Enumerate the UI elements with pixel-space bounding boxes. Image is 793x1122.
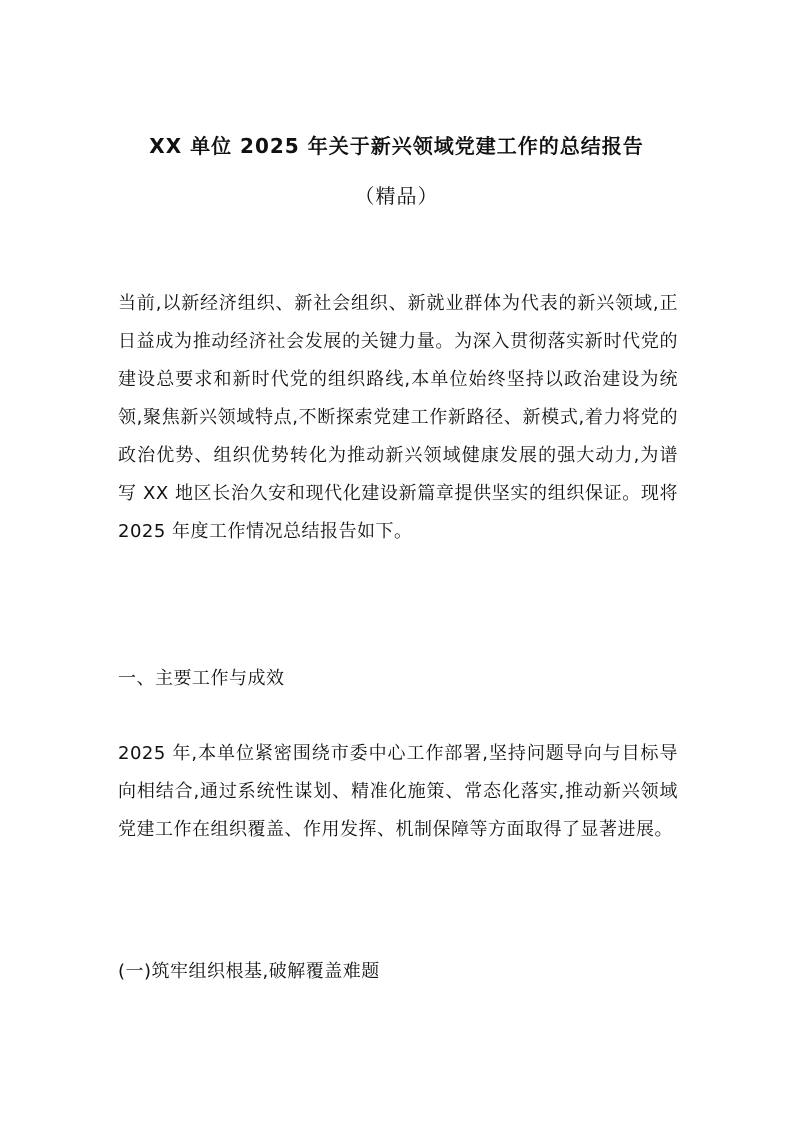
section-paragraph: 2025 年,本单位紧密围绕市委中心工作部署,坚持问题导向与目标导向相结合,通过系统性谋划、精准化施策、常态化落实,推动新兴领域党建工作在组织覆盖、作用发挥、机制保障等方面取得了显著进展。 bbox=[118, 743, 678, 840]
intro-paragraph: 当前,以新经济组织、新社会组织、新就业群体为代表的新兴领域,正日益成为推动经济社会发展的关键力量。为深入贯彻落实新时代党的建设总要求和新时代党的组织路线,本单位始终坚持以政治建设为统领,聚焦新兴领域特点,不断探索党建工作新路径、新模式,着力将党的政治优势、组织优势转化为推动新兴领域健康发展的强大动力,为谱写 XX 地区长治久安和现代化建设新篇章提供坚实的组织保证。现将 2025 年度工作情况总结报告如下。 bbox=[118, 293, 678, 542]
section-heading: 一、主要工作与成效 bbox=[118, 668, 285, 689]
document-title: XX 单位 2025 年关于新兴领域党建工作的总结报告 bbox=[149, 134, 644, 158]
document-subtitle: （精品） bbox=[354, 184, 439, 208]
subsection-heading: (一)筑牢组织根基,破解覆盖难题 bbox=[118, 961, 380, 982]
